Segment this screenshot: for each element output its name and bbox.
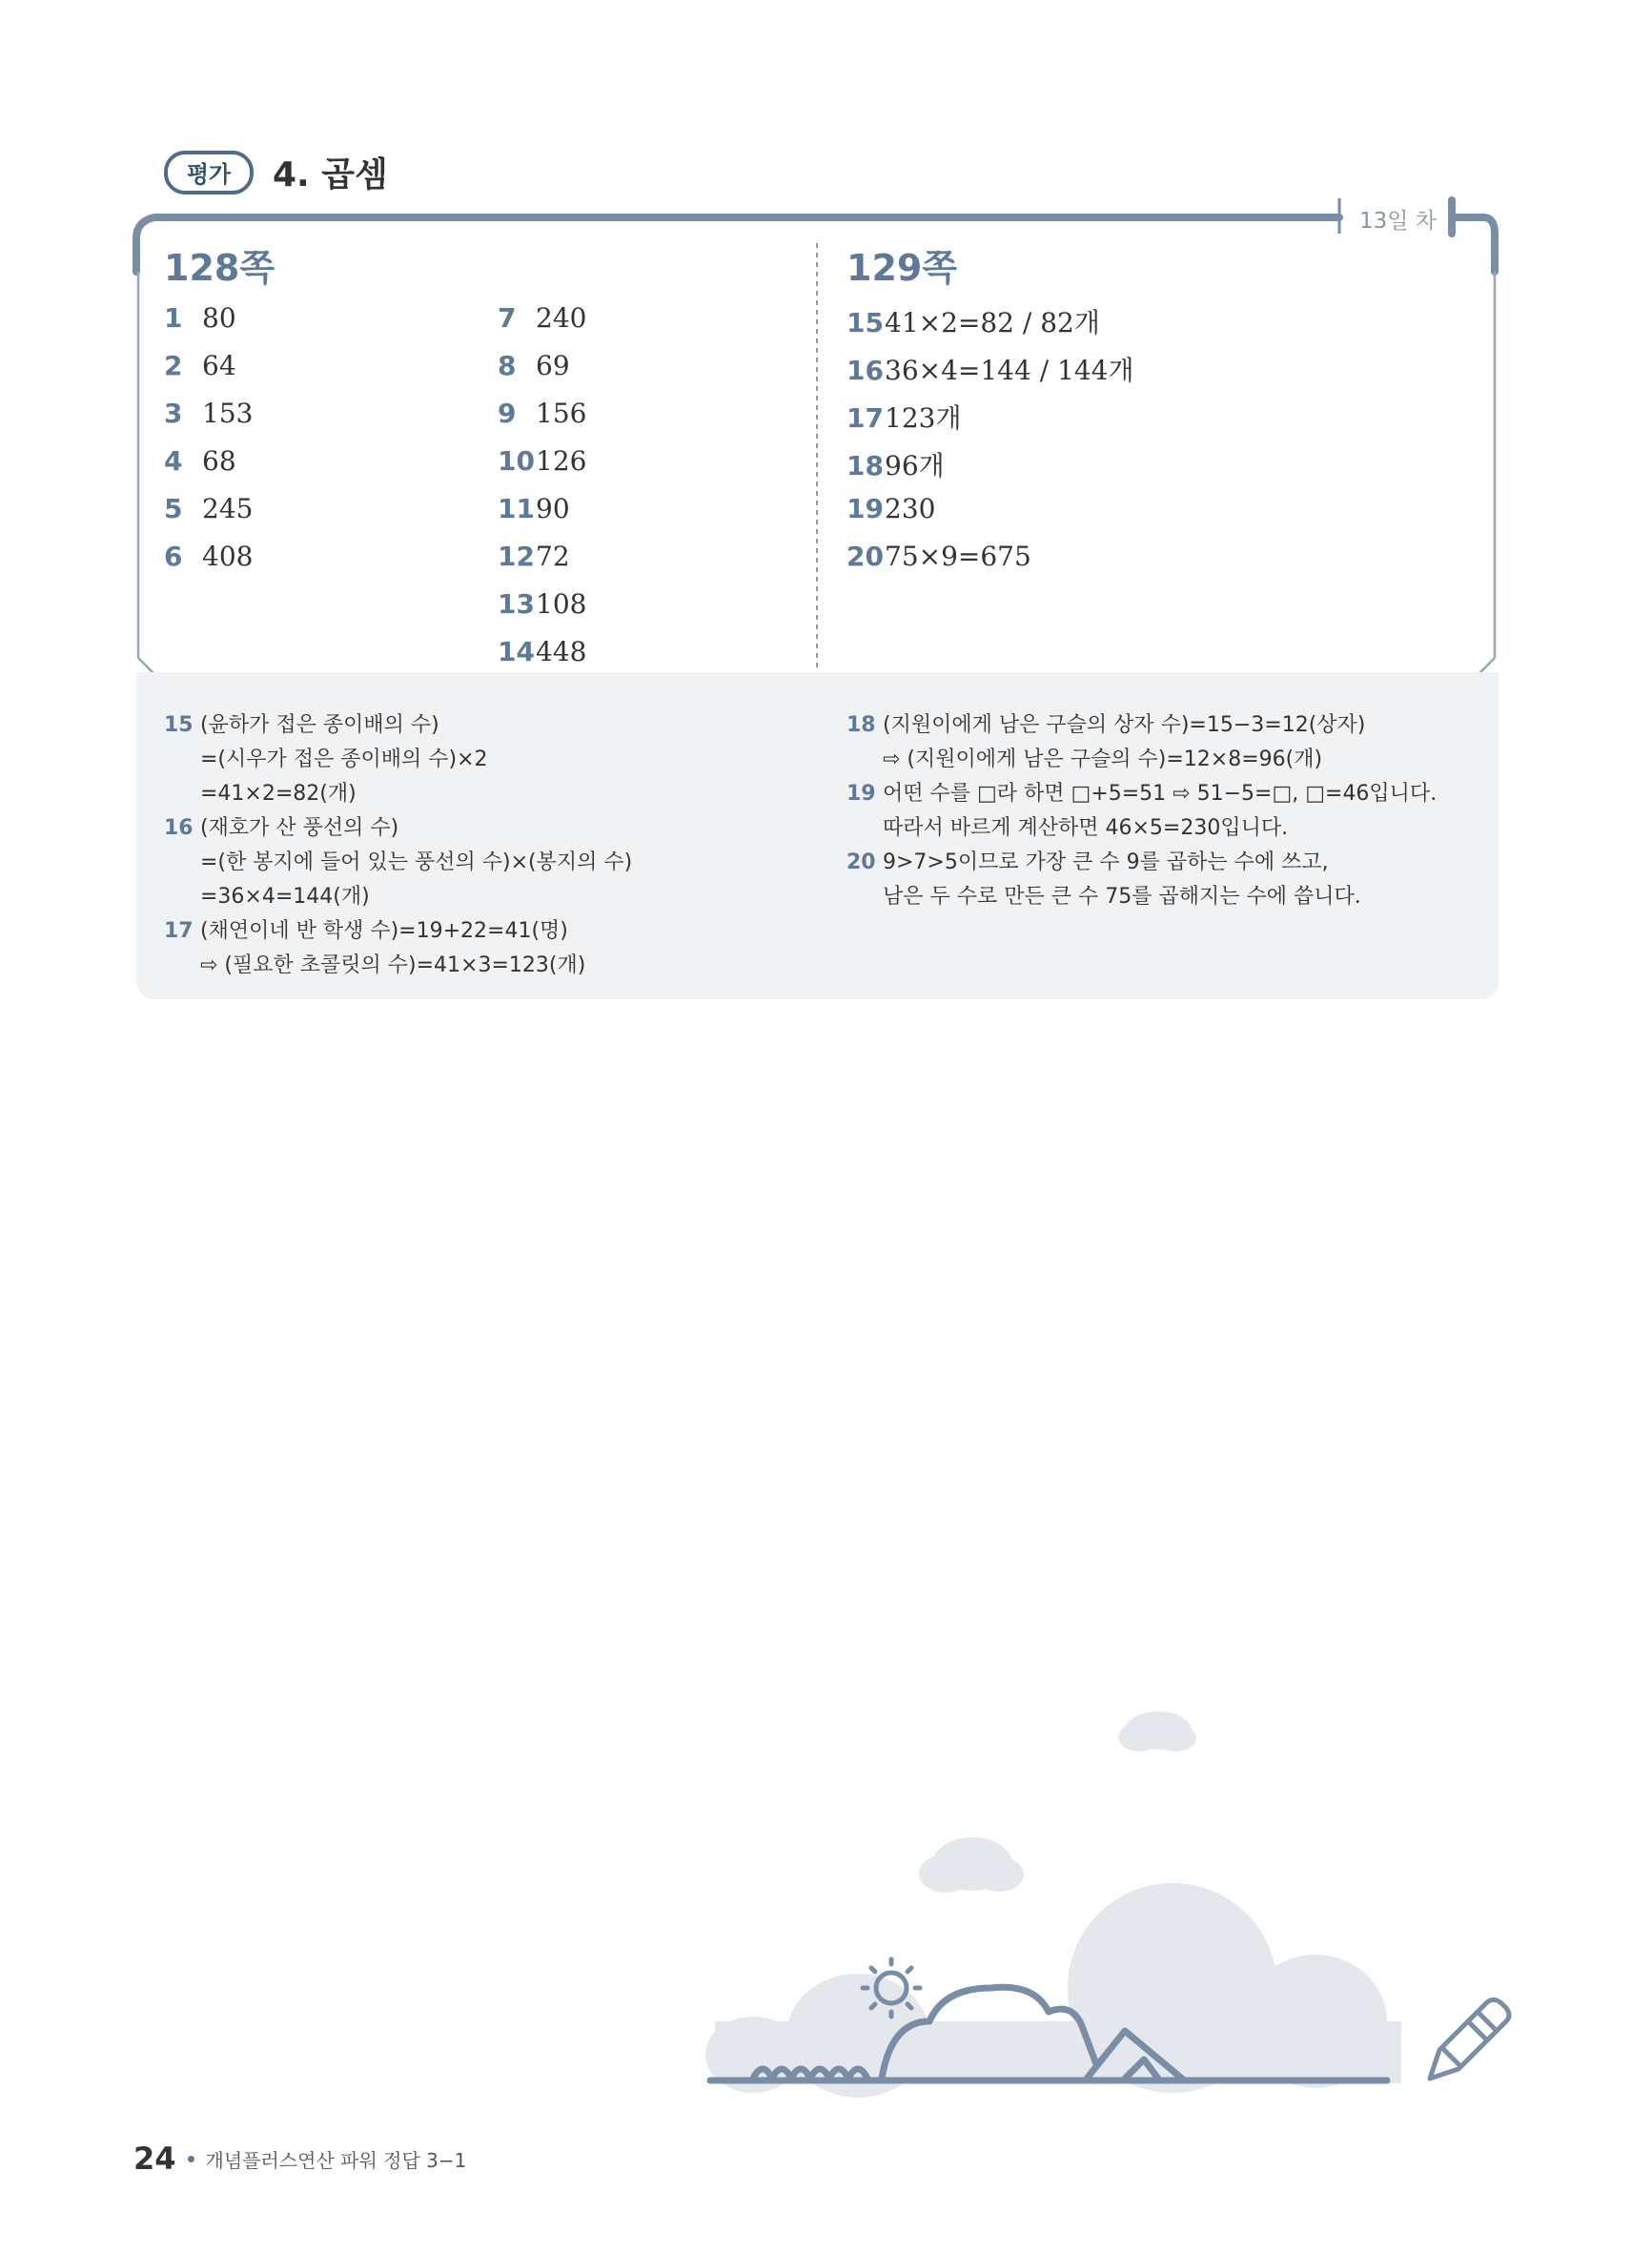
explanation-text: 어떤 수를 □라 하면 □+5=51 ⇨ 51−5=□, □=46입니다. [883,782,1438,806]
page-footer [133,2140,466,2177]
answer-number: 2 [164,350,183,381]
explanation-text: ⇨ (지원이에게 남은 구슬의 수)=12×8=96(개) [883,748,1323,771]
answer-value: 36×4=144 / 144개 [885,355,1134,386]
answer-number: 11 [498,493,535,524]
answer-number: 8 [498,350,517,381]
explanation-number: 17 [164,919,194,943]
answer-value: 64 [202,350,236,381]
bullet-icon [188,2156,194,2162]
answer-number: 13 [498,588,535,620]
answer-value: 153 [202,398,254,429]
evaluation-badge: 평가 [164,151,254,195]
answer-number: 18 [846,450,884,481]
explanation-text: =41×2=82(개) [200,782,357,806]
answer-number: 19 [846,493,884,524]
explanation-number: 18 [846,713,876,737]
answer-number: 10 [498,445,535,477]
explanation-text: 남은 두 수로 만든 큰 수 75를 곱해지는 수에 씁니다. [883,885,1361,909]
answer-number: 1 [164,302,183,334]
answer-value: 156 [536,398,587,429]
answer-value: 448 [536,636,587,667]
answer-value: 69 [536,350,570,381]
answer-number: 4 [164,445,183,477]
answer-number: 12 [498,541,535,572]
explanation-text: ⇨ (필요한 초콜릿의 수)=41×3=123(개) [200,953,586,977]
chapter-title: 4. 곱셈 [273,155,388,195]
page-128-title: 128쪽 [164,247,275,289]
answer-value: 80 [202,302,236,334]
answer-value: 408 [202,541,254,572]
answer-value: 72 [536,541,570,572]
answer-number: 15 [846,307,884,338]
answer-number: 5 [164,493,183,524]
answer-value: 126 [536,445,587,477]
answer-number: 14 [498,636,535,667]
explanation-text: (윤하가 접은 종이배의 수) [200,713,439,737]
answer-value: 41×2=82 / 82개 [885,307,1100,338]
book-title: 개념플러스연산 파워 정답 3−1 [205,2148,467,2172]
explanation-text: =(시우가 접은 종이배의 수)×2 [200,748,488,771]
explanation-text: (채연이네 반 학생 수)=19+22=41(명) [200,919,568,943]
answer-number: 3 [164,398,183,429]
answer-value: 96개 [885,450,945,481]
answer-value: 75×9=675 [885,541,1031,572]
answer-value: 68 [202,445,236,477]
explanation-text: (재호가 산 풍선의 수) [200,816,399,840]
explanation-number: 20 [846,850,876,874]
answer-value: 240 [536,302,587,334]
explanation-text: =(한 봉지에 들어 있는 풍선의 수)×(봉지의 수) [200,850,633,874]
explanation-text: (지원이에게 남은 구슬의 상자 수)=15−3=12(상자) [883,713,1366,737]
explanation-number: 16 [164,816,194,840]
cloud-icon [705,1711,1401,2098]
day-label: 13일 차 [1359,209,1438,234]
answer-value: 245 [202,493,254,524]
answer-number: 7 [498,302,517,334]
answer-value: 90 [536,493,570,524]
answer-number: 9 [498,398,517,429]
answer-number: 20 [846,541,884,572]
explanation-text: =36×4=144(개) [200,885,370,909]
answer-value: 108 [536,588,587,620]
explanation-text: 따라서 바르게 계산하면 46×5=230입니다. [883,816,1289,840]
answer-number: 6 [164,541,183,572]
answer-value: 230 [885,493,936,524]
explanation-number: 15 [164,713,194,737]
answer-number: 17 [846,402,884,434]
explanation-number: 19 [846,782,876,806]
page-129-title: 129쪽 [846,247,958,289]
answer-value: 123개 [885,402,962,434]
answer-number: 16 [846,355,884,386]
page-number: 24 [133,2140,176,2177]
pencil-icon [1430,1999,1509,2079]
explanation-text: 9>7>5이므로 가장 큰 수 9를 곱하는 수에 쓰고, [883,850,1329,874]
